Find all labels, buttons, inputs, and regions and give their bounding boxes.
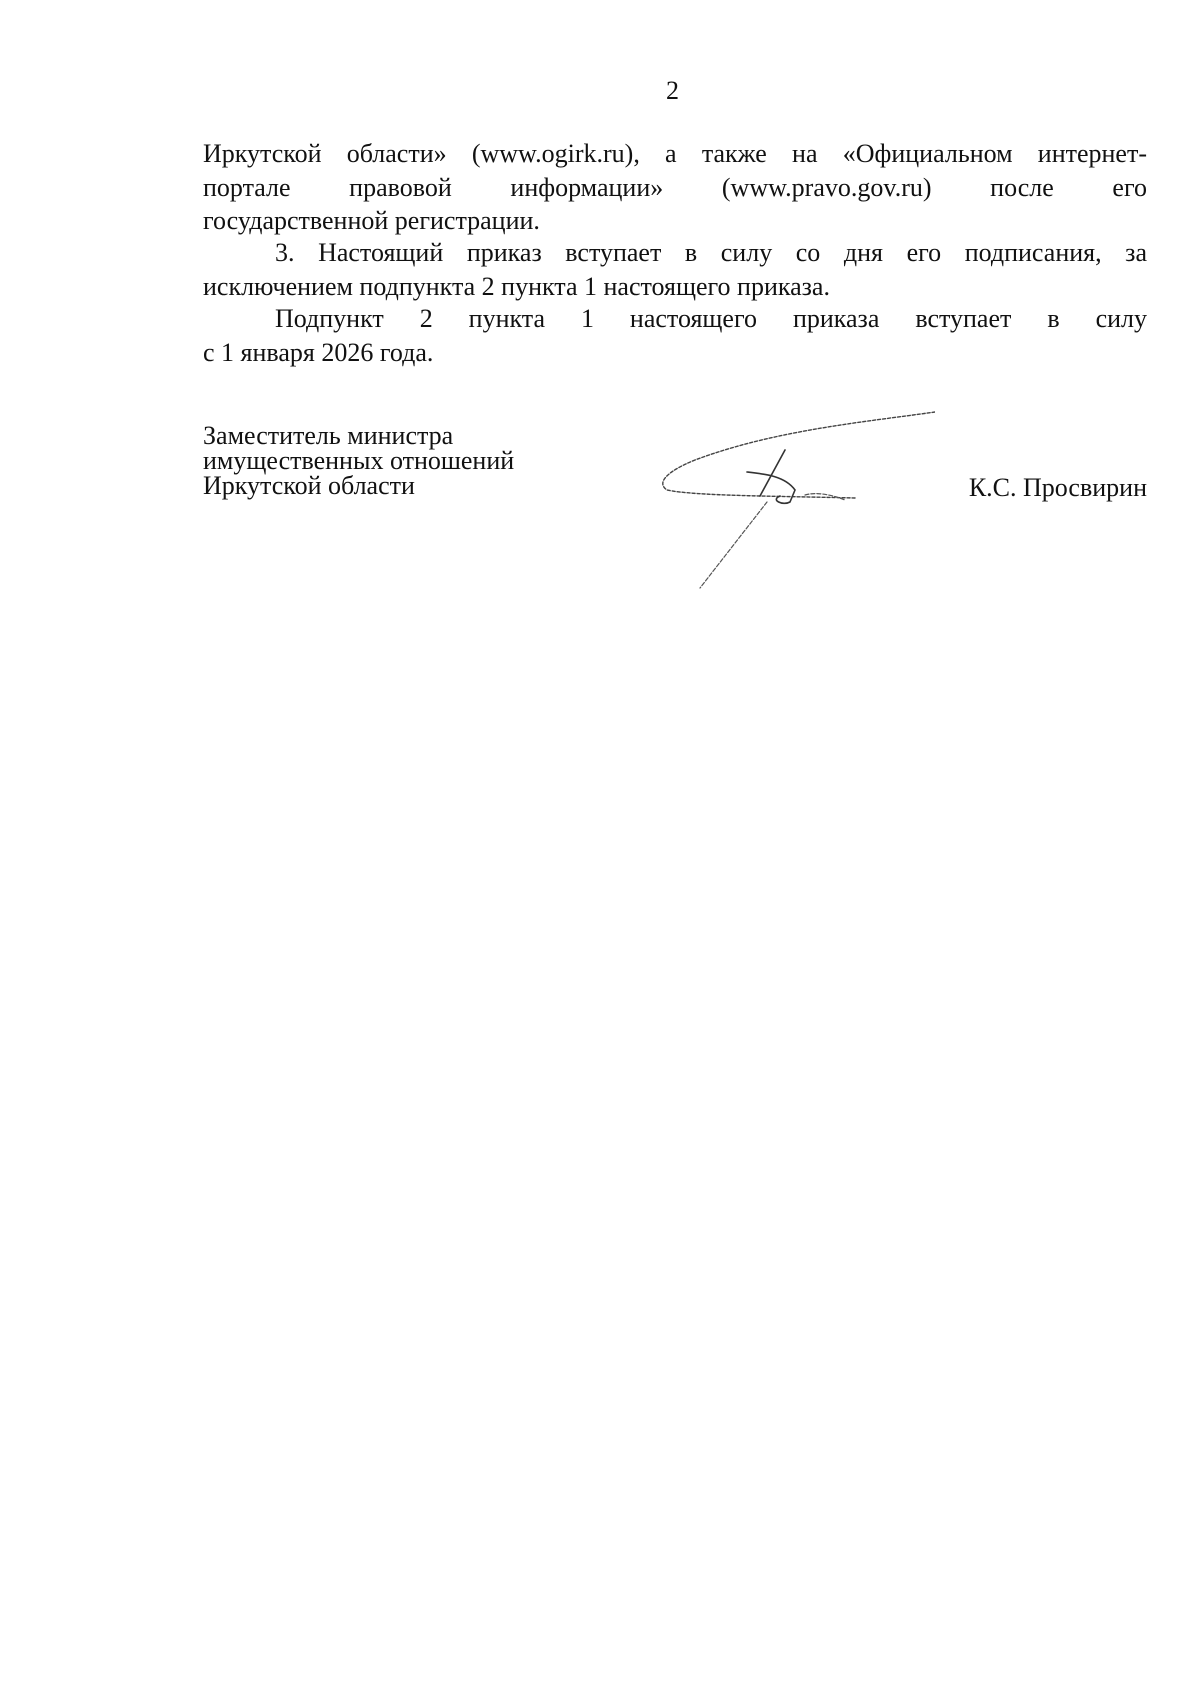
position-line: имущественных отношений <box>203 446 515 475</box>
text-line: исключением подпункта 2 пункта 1 настоящего приказа. <box>203 271 830 301</box>
signatory-name: К.С. Просвирин <box>968 473 1147 502</box>
text-line: Иркутской области» (www.ogirk.ru), а также на «Официальном интернет- <box>203 139 1147 168</box>
paragraph-effective-date <box>203 236 1147 303</box>
position-line: Заместитель министра <box>203 421 454 450</box>
text-line: 3. Настоящий приказ вступает в силу со дня его подписания, за <box>275 238 1147 267</box>
handwritten-signature <box>655 410 935 600</box>
paragraph-publication <box>203 137 1147 238</box>
position-line: Иркутской области <box>203 471 415 500</box>
page-number: 2 <box>666 76 679 105</box>
text-line: с 1 января 2026 года. <box>203 337 434 367</box>
text-line: Подпункт 2 пункта 1 настоящего приказа вступает в силу <box>275 304 1147 333</box>
text-line: портале правовой информации» (www.pravo.gov.ru) после его <box>203 172 1147 202</box>
text-line: государственной регистрации. <box>203 206 540 235</box>
signatory-position <box>203 423 514 498</box>
paragraph-subclause-date <box>203 302 1147 369</box>
